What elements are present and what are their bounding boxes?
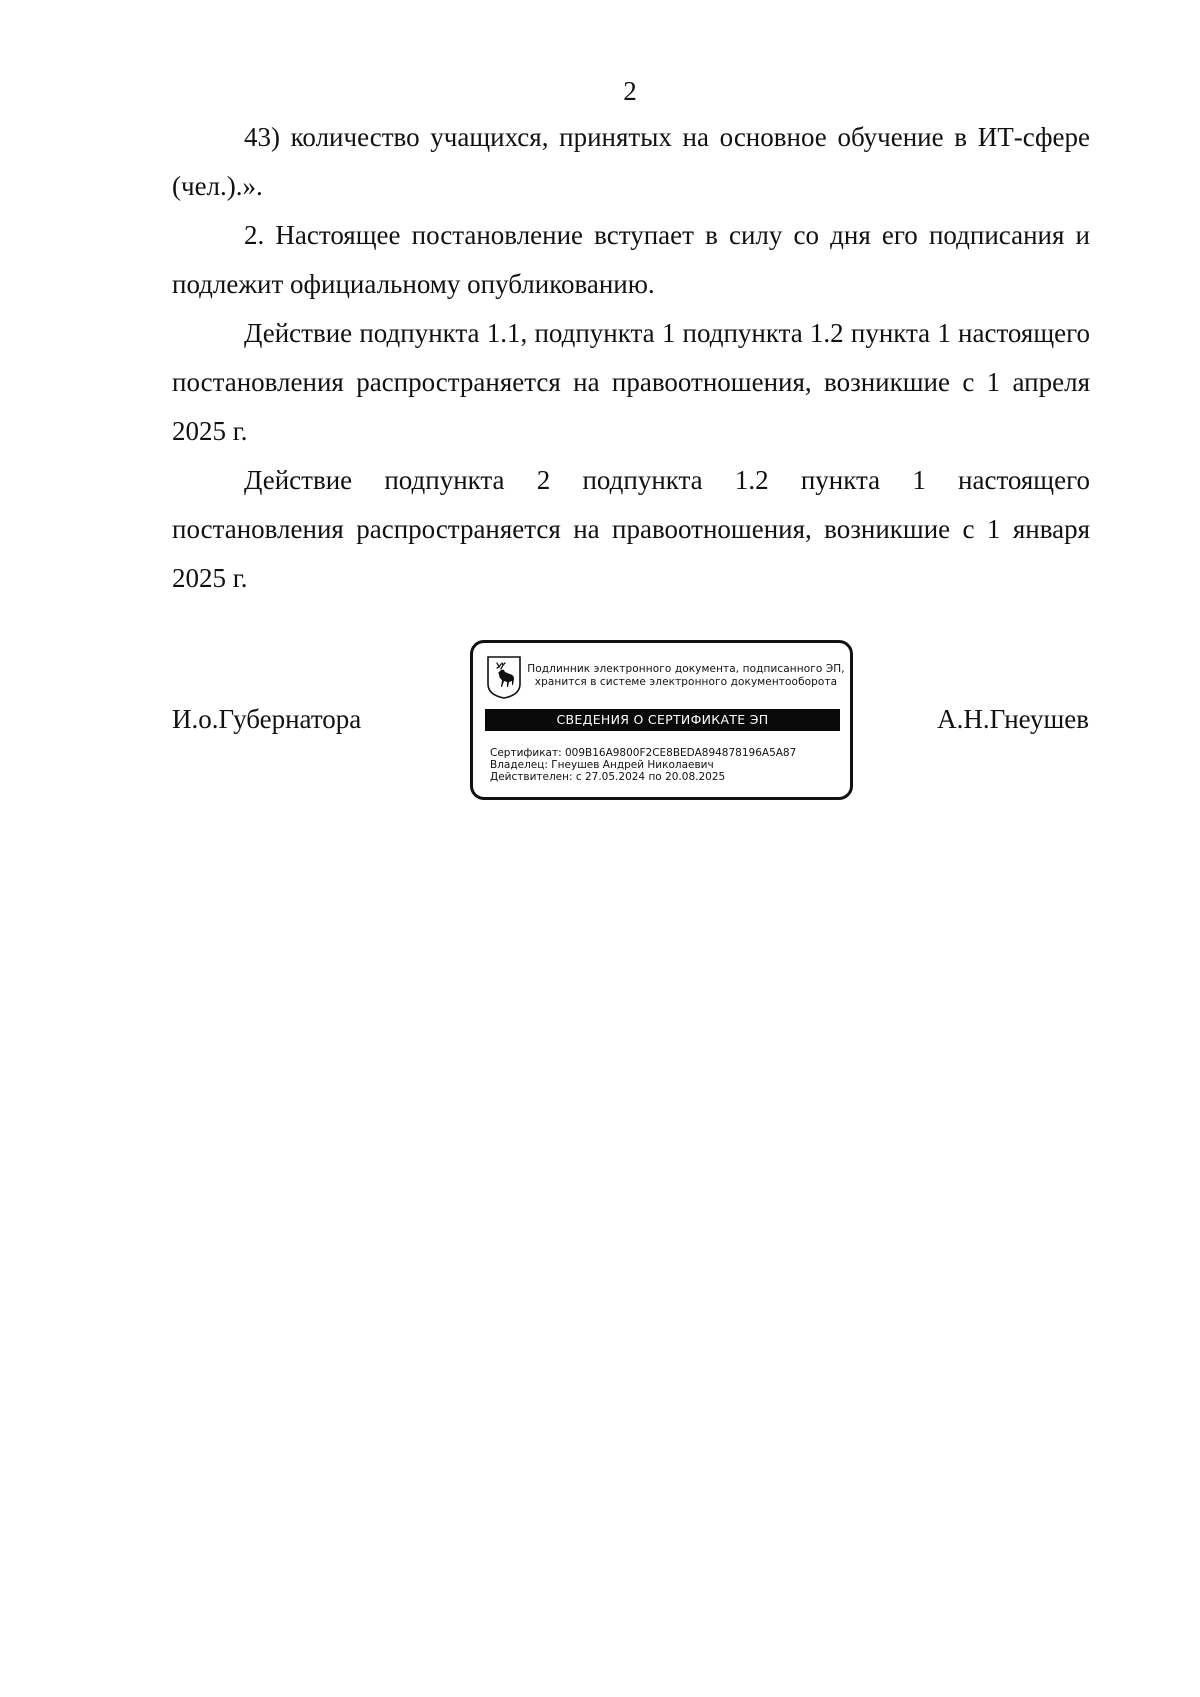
- stamp-note-line-2: хранится в системе электронного документооборота: [534, 676, 838, 688]
- signer-title: И.о.Губернатора: [172, 704, 362, 734]
- paragraph-item-43: 43) количество учащихся, принятых на основное обучение в ИТ-сфере (чел.).».: [172, 122, 1090, 201]
- stamp-storage-note: [525, 663, 847, 689]
- certificate-owner: Владелец: Гнеушев Андрей Николаевич: [490, 759, 714, 771]
- stamp-header-bar: СВЕДЕНИЯ О СЕРТИФИКАТЕ ЭП: [485, 709, 840, 731]
- page-number: 2: [623, 76, 637, 106]
- paragraph-retroactive-january: Действие подпункта 2 подпункта 1.2 пункта 1 настоящего постановления распространяется на правоотношения, возникшие с 1 января 2025 г.: [172, 465, 1090, 593]
- certificate-number: Сертификат: 009B16A9800F2CE8BEDA894878196A5A87: [490, 747, 797, 759]
- electronic-signature-stamp: [470, 640, 853, 800]
- paragraph-retroactive-april: Действие подпункта 1.1, подпункта 1 подпункта 1.2 пункта 1 настоящего постановления распространяется на правоотношения, возникшие с 1 апреля 2025 г.: [172, 318, 1090, 446]
- paragraph-effective-date: 2. Настоящее постановление вступает в силу со дня его подписания и подлежит официальному опубликованию.: [172, 220, 1090, 299]
- stamp-certificate-details: [490, 747, 845, 783]
- signature-block: [0, 640, 1200, 810]
- document-body: [172, 113, 1090, 603]
- certificate-validity: Действителен: с 27.05.2024 по 20.08.2025: [490, 771, 726, 783]
- stamp-note-line-1: Подлинник электронного документа, подписанного ЭП,: [527, 663, 845, 675]
- deer-emblem-icon: [485, 654, 523, 700]
- signer-name: А.Н.Гнеушев: [937, 704, 1089, 734]
